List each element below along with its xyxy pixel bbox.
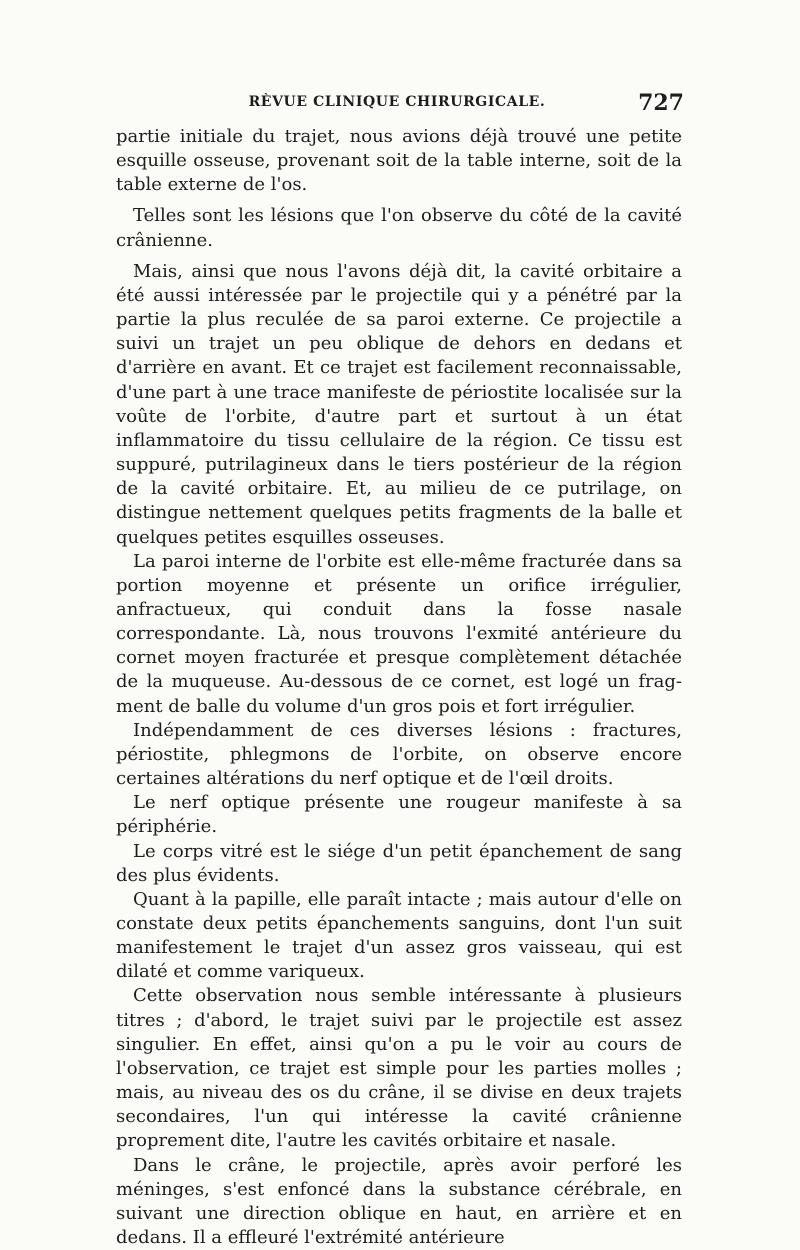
paragraph: partie initiale du trajet, nous avions déjà trouvé une petite esquille osseuse, provenant soit de la table interne, soit de la table externe de l'os. [116, 126, 682, 196]
page-header [112, 90, 684, 120]
paragraph: Telles sont les lésions que l'on observe du côté de la cavité crânienne. [116, 205, 682, 251]
paragraph: Dans le crâne, le projectile, après avoir perforé les méninges, s'est enfoncé dans la substance cérébrale, en suivant une direction oblique en haut, en arrière et en dedans. Il a effleuré l'extrémité antérieure [116, 1154, 682, 1249]
paragraph: Mais, ainsi que nous l'avons déjà dit, la cavité orbitaire a été aussi intéressée par le projectile qui y a pénétré par la partie la plus reculée de sa paroi externe. Ce projectile a suivi un trajet un peu oblique de dehors en dedans et d'arrière en avant. Et ce trajet est facilement reconnaissable, d'une part à une trace manifeste de périostite localisée sur la voûte de l'orbite, d'autre part et surtout à un état inflammatoire du tissu cellulaire de la région. Ce tissu est suppuré, putrilagineux dans le tiers postérieur de la région de la cavité orbitaire. Et, au milieu de ce putrilage, on distingue nettement quelques petits fragments de la balle et quelques petites esquilles osseuses. [116, 260, 682, 548]
body-text [116, 125, 682, 1250]
paragraph: Quant à la papille, elle paraît intacte ; mais autour d'elle on constate deux petits épanchements sanguins, dont l'un suit manifestement le trajet d'un assez gros vaisseau, qui est dilaté et comme variqueux. [116, 888, 682, 983]
page-number: 727 [638, 90, 684, 116]
paragraph: Le corps vitré est le siége d'un petit épanchement de sang des plus évidents. [116, 840, 682, 886]
paragraph: Cette observation nous semble intéressante à plusieurs titres ; d'abord, le trajet suivi par le projectile est assez singulier. En effet, ainsi qu'on a pu le voir au cours de l'observation, ce trajet est simple pour les parties molles ; mais, au niveau des os du crâne, il se divise en deux trajets secondaires, l'un qui intéresse la cavité crânienne proprement dite, l'autre les cavités orbitaire et nasale. [116, 985, 682, 1152]
paragraph: La paroi interne de l'orbite est elle-même fracturée dans sa portion moyenne et présente un orifice irrégulier, anfractueux, qui conduit dans la fosse nasale correspondante. Là, nous trouvons l'exmité antérieure du cornet moyen fracturée et presque complètement détachée de la muqueuse. Au-dessous de ce cornet, est logé un fragment de balle du volume d'un gros pois et fort irrégulier. [116, 550, 682, 717]
running-title: RÈVUE CLINIQUE CHIRURGICALE. [248, 94, 546, 110]
paragraph: Le nerf optique présente une rougeur manifeste à sa périphérie. [116, 792, 682, 838]
paragraph: Indépendamment de ces diverses lésions : fractures, périostite, phlegmons de l'orbite, on observe encore certaines altérations du nerf optique et de l'œil droits. [116, 719, 682, 790]
